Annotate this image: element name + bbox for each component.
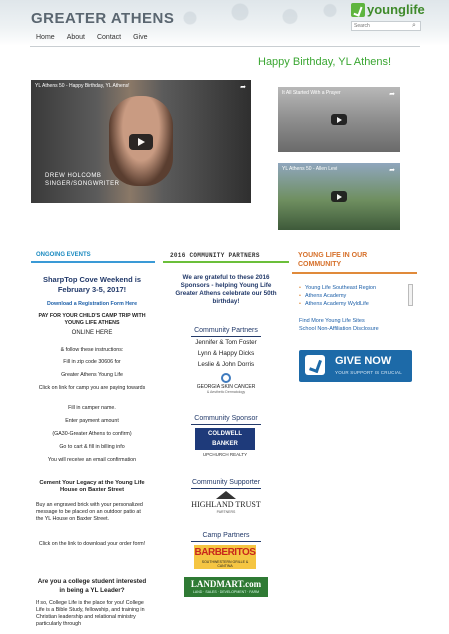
nav-divider — [30, 46, 420, 47]
community-link[interactable]: • Athens Academy — [299, 292, 376, 300]
partner-name: Leslie & John Dorris — [197, 361, 255, 368]
community-supporter-label: Community Supporter — [170, 478, 282, 489]
video-main-caption — [45, 172, 120, 188]
partners-heading-bar — [163, 261, 289, 263]
instruction-line: Fill in zip code 30606 for — [63, 359, 121, 365]
play-icon[interactable] — [331, 191, 347, 202]
partner-name: Lynn & Happy Dicks — [197, 350, 255, 357]
highland-trust-logo[interactable] — [186, 491, 266, 515]
community-link[interactable]: • Athens Academy WyldLife — [299, 300, 376, 308]
georgia-skin-cancer-logo[interactable] — [186, 373, 266, 395]
video-main[interactable] — [31, 80, 251, 203]
main-nav — [36, 34, 148, 41]
coldwell-banker-logo[interactable]: COLDWELL BANKER — [195, 428, 255, 450]
video-main-title[interactable]: YL Athens 50 - Happy Birthday, YL Athens! — [35, 83, 130, 89]
instruction-line: Enter payment amount — [65, 418, 119, 424]
give-now-label: GIVE NOW — [335, 355, 392, 367]
legacy-body: Buy an engraved brick with your personalized message to be placed on an outdoor patio at the YL House on Baxter Street. — [36, 502, 143, 522]
video-allen[interactable] — [278, 163, 400, 230]
leader-title: Are you a college student interested in being a YL Leader? — [37, 578, 147, 594]
share-icon[interactable]: ➦ — [240, 84, 246, 91]
partners-heading: 2016 COMMUNITY PARTNERS — [170, 252, 260, 259]
camp-partners-label: Camp Partners — [170, 531, 282, 542]
partners-intro: We are grateful to these 2016 Sponsors - helping Young Life Greater Athens celebrate our 50th birthday! — [175, 274, 277, 305]
birthday-banner: Happy Birthday, YL Athens! — [258, 56, 392, 68]
search-input[interactable] — [351, 21, 421, 31]
nav-contact[interactable]: Contact — [96, 34, 122, 41]
landmart-logo[interactable] — [184, 577, 268, 597]
younglife-check-icon — [305, 355, 325, 375]
camp-pay-heading: PAY FOR YOUR CHILD'S CAMP TRIP WITH YOUNG LIFE ATHENS — [38, 313, 146, 326]
coldwell-banker-sub: UPCHURCH REALTY — [202, 452, 248, 457]
gsc-emblem-icon — [221, 373, 231, 383]
community-partners-label: Community Partners — [170, 326, 282, 337]
instruction-line: (GA30-Greater Athens to confirm) — [52, 431, 132, 437]
community-heading: YOUNG LIFE IN OUR COMMUNITY — [298, 252, 368, 268]
events-heading: ONGOING EVENTS — [36, 252, 91, 258]
registration-form-link[interactable]: Download a Registration Form Here — [46, 301, 138, 307]
header-crowd-graphic — [150, 0, 350, 30]
nav-about[interactable]: About — [66, 34, 85, 41]
video-prayer-title[interactable]: It All Started With a Prayer — [282, 90, 341, 96]
partner-name: Jennifer & Tom Foster — [195, 339, 257, 346]
ht-name: HIGHLAND TRUST — [191, 500, 261, 509]
share-icon[interactable]: ➦ — [389, 91, 395, 98]
site-title[interactable]: GREATER ATHENS — [31, 10, 175, 27]
house-roof-icon — [216, 491, 236, 499]
instruction-line: You will receive an email confirmation — [47, 457, 137, 463]
lm-sub: LAND · SALES · DEVELOPMENT · FARM — [192, 590, 260, 594]
site-header — [0, 0, 449, 46]
video-allen-title[interactable]: YL Athens 50 - Allen Levi — [282, 166, 338, 172]
nav-home[interactable]: Home — [36, 34, 55, 41]
play-icon[interactable] — [331, 114, 347, 125]
community-sponsor-label: Community Sponsor — [170, 414, 282, 425]
instruction-line: & follow these instructions: — [60, 347, 124, 353]
instruction-line: Go to cart & fill in billing info — [59, 444, 125, 450]
younglife-check-icon — [351, 3, 365, 17]
community-list-scrollbar[interactable] — [408, 284, 413, 306]
gsc-sub: & Aesthetic Dermatology — [206, 390, 246, 394]
younglife-logo[interactable] — [351, 2, 425, 17]
gsc-name: GEORGIA SKIN CANCER — [196, 384, 256, 390]
instruction-line: Greater Athens Young Life — [61, 372, 123, 378]
instruction-line: Click on link for camp you are paying towards — [38, 385, 146, 391]
give-now-button[interactable] — [299, 350, 412, 382]
legacy-order-link[interactable]: Click on the link to download your order form! — [38, 541, 146, 547]
caption-role: SINGER/SONGWRITER — [45, 181, 120, 187]
online-here-link[interactable]: ONLINE HERE — [71, 330, 113, 336]
play-icon[interactable] — [129, 134, 153, 150]
community-links — [299, 284, 376, 308]
community-link[interactable]: • Young Life Southeast Region — [299, 284, 376, 292]
search-icon[interactable]: ⌕ — [412, 22, 416, 29]
community-heading-bar — [292, 272, 417, 274]
caption-name: DREW HOLCOMB — [45, 173, 102, 179]
ht-sub: PARTNERS — [216, 510, 236, 514]
leader-body: If so, College Life is the place for you! College Life is a Bible Study, fellowship, and training in Christian leadership and relational ministry particularly through — [36, 600, 145, 627]
legacy-title: Cement Your Legacy at the Young Life House on Baxter Street — [39, 480, 145, 493]
video-prayer[interactable] — [278, 87, 400, 152]
events-heading-bar — [31, 261, 155, 263]
give-now-sub: YOUR SUPPORT IS CRUCIAL — [335, 370, 402, 375]
bb-sub: SOUTHWESTERN GRILLE & CANTINA — [201, 560, 249, 568]
community-more-links — [299, 317, 379, 333]
events-title: SharpTop Cove Weekend is February 3-5, 2017! — [42, 275, 142, 294]
barberitos-logo[interactable] — [194, 545, 256, 569]
lm-name: LANDMART.com — [190, 579, 262, 589]
non-affiliation-link[interactable]: School Non-Affiliation Disclosure — [299, 326, 379, 332]
younglife-wordmark: younglife — [367, 2, 425, 17]
instruction-line: Fill in camper name. — [68, 405, 116, 411]
nav-give[interactable]: Give — [133, 34, 148, 41]
bb-name: BARBERITOS — [194, 547, 256, 558]
find-more-sites-link[interactable]: Find More Young Life Sites — [299, 318, 365, 324]
share-icon[interactable]: ➦ — [389, 167, 395, 174]
